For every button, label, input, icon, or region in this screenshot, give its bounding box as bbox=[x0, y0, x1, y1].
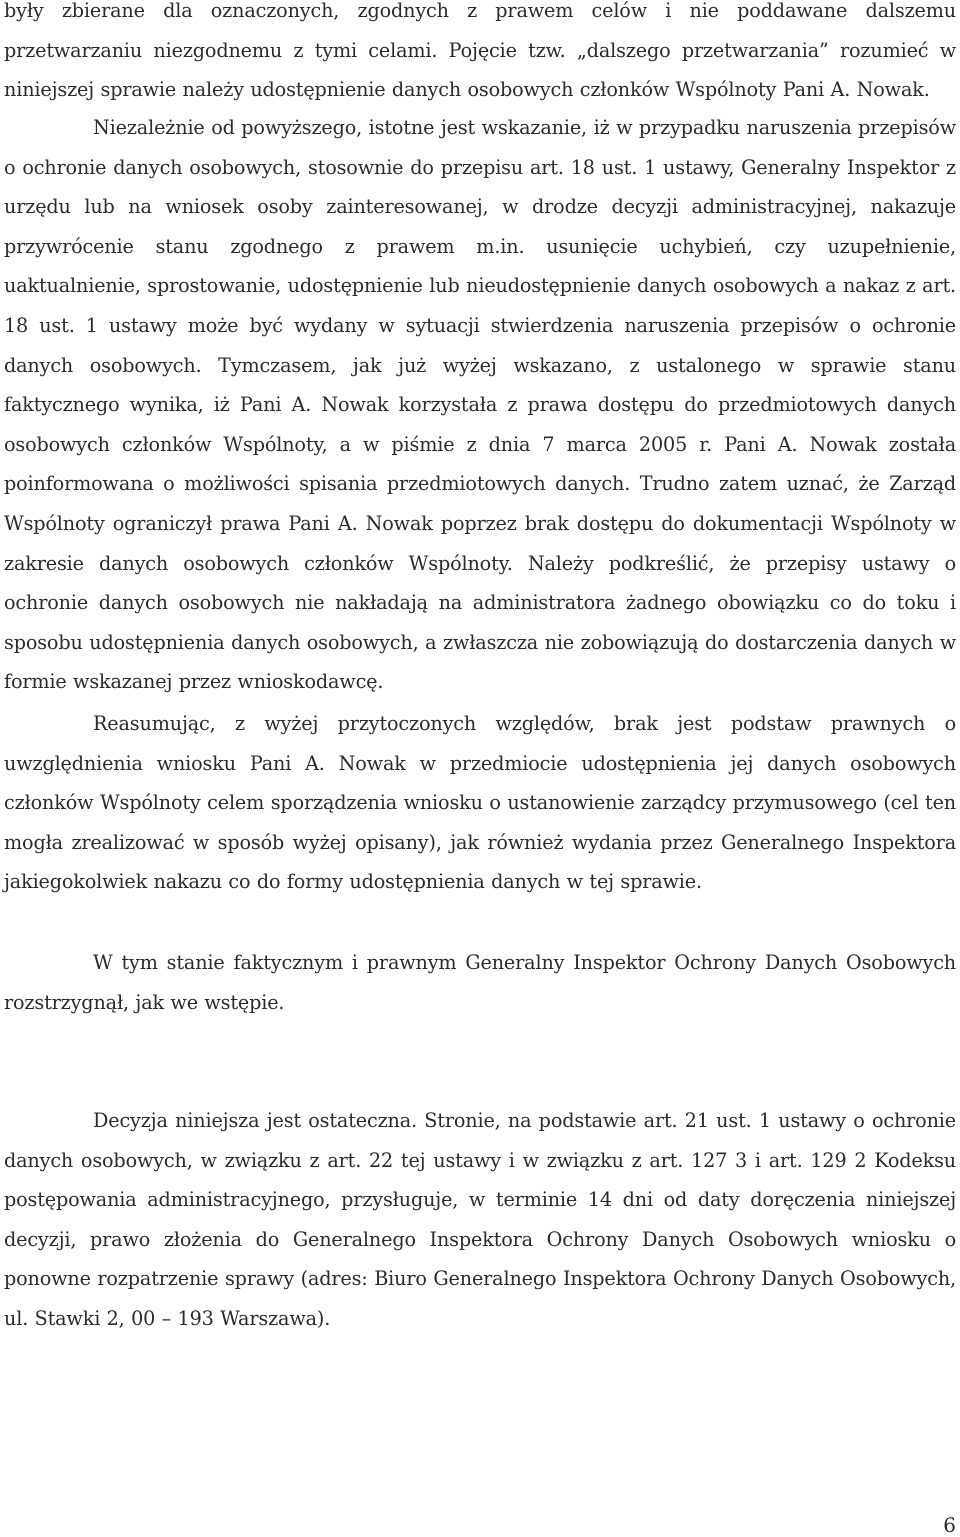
paragraph-summary: Reasumując, z wyżej przytoczonych względów, brak jest podstaw prawnych o uwzględnienia wniosku Pani A. Nowak w przedmiocie udostępnienia jej danych osobowych członków Wspólnoty celem sporządzenia wniosku o ustanowienie zarządcy przymusowego (cel ten mogła zrealizować w sposób wyżej opisany), jak również wydania przez Generalnego Inspektora jakiegokolwiek nakazu co do formy udostępnienia danych w tej sprawie. bbox=[4, 712, 956, 894]
paragraph-data-protection-violation: Niezależnie od powyższego, istotne jest wskazanie, iż w przypadku naruszenia przepisów o ochronie danych osobowych, stosownie do przepisu art. 18 ust. 1 ustawy, Generalny Inspektor z urzędu lub na wniosek osoby zainteresowanej, w drodze decyzji administracyjnej, nakazuje przywrócenie stanu zgodnego z prawem m.in. usunięcie uchybień, czy uzupełnienie, uaktualnienie, sprostowanie, udostępnienie lub nieudostępnienie danych osobowych a nakaz z art. 18 ust. 1 ustawy może być wydany w sytuacji stwierdzenia naruszenia przepisów o ochronie danych osobowych. Tymczasem, jak już wyżej wskazano, z ustalonego w sprawie stanu faktycznego wynika, iż Pani A. Nowak korzystała z prawa dostępu do przedmiotowych danych osobowych członków Wspólnoty, a w piśmie z dnia 7 marca 2005 r. Pani A. Nowak została poinformowana o możliwości spisania przedmiotowych danych. Trudno zatem uznać, że Zarząd Wspólnoty ograniczył prawa Pani A. Nowak poprzez brak dostępu do dokumentacji Wspólnoty w zakresie danych osobowych członków Wspólnoty. Należy podkreślić, że przepisy ustawy o ochronie danych osobowych nie nakładają na administratora żadnego obowiązku co do toku i sposobu udostępnienia danych osobowych, a zwłaszcza nie zobowiązują do dostarczenia danych w formie wskazanej przez wnioskodawcę. bbox=[4, 116, 956, 694]
paragraph-resolution: W tym stanie faktycznym i prawnym Generalny Inspektor Ochrony Danych Osobowych rozstrzygnął, jak we wstępie. bbox=[4, 951, 956, 1014]
page-number: 6 bbox=[943, 1513, 956, 1537]
paragraph-appeal-instructions: Decyzja niniejsza jest ostateczna. Stronie, na podstawie art. 21 ust. 1 ustawy o ochronie danych osobowych, w związku z art. 22 tej ustawy i w związku z art. 127 3 i art. 129 2 Kodeksu postępowania administracyjnego, przysługuje, w terminie 14 dni od daty doręczenia niniejszej decyzji, prawo złożenia do Generalnego Inspektora Ochrony Danych Osobowych wniosku o ponowne rozpatrzenie sprawy (adres: Biuro Generalnego Inspektora Ochrony Danych Osobowych, ul. Stawki 2, 00 – 193 Warszawa). bbox=[4, 1109, 956, 1330]
paragraph-continuation: były zbierane dla oznaczonych, zgodnych z prawem celów i nie poddawane dalszemu przetwarzaniu niezgodnemu z tymi celami. Pojęcie tzw. „dalszego przetwarzania” rozumieć w niniejszej sprawie należy udostępnienie danych osobowych członków Wspólnoty Pani A. Nowak. bbox=[4, 0, 956, 102]
